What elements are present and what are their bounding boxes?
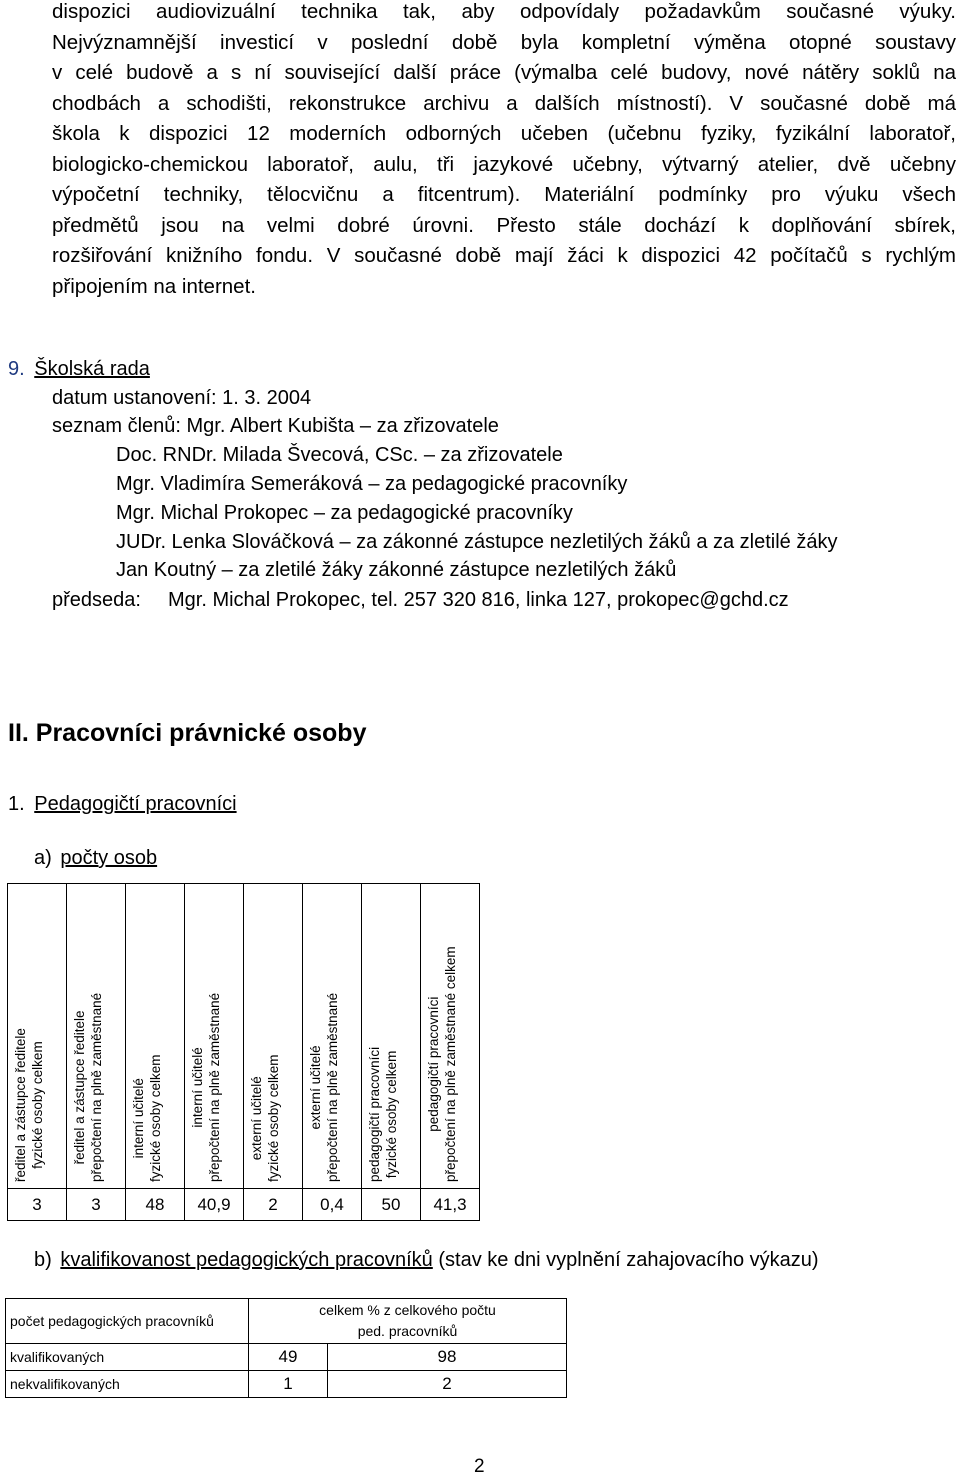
- table-header-cell: počet pedagogických pracovníků: [6, 1299, 249, 1344]
- table-cell: 98: [328, 1344, 567, 1371]
- table-header-row: [8, 884, 480, 1189]
- table-cell: 40,9: [185, 1189, 244, 1221]
- sub-b-suffix: (stav ke dni vyplnění zahajovacího výkazu): [432, 1249, 819, 1271]
- intro-line: výpočetní techniky, tělocvičnu a fitcentrum). Materiální podmínky pro výuku všech: [52, 183, 956, 206]
- section9-number: 9.: [8, 358, 25, 380]
- table-cell: 41,3: [421, 1189, 480, 1221]
- member-item: Mgr. Michal Prokopec – za pedagogické pracovníky: [116, 502, 573, 524]
- table-header-cell: ředitel a zástupce ředitele přepočtení na plně zaměstnané: [67, 884, 126, 1189]
- sub1-heading: [8, 792, 237, 816]
- chair-value: Mgr. Michal Prokopec, tel. 257 320 816, linka 127, prokopec@gchd.cz: [168, 589, 789, 611]
- table-cell: nekvalifikovaných: [6, 1371, 249, 1398]
- member-item: Jan Koutný – za zletilé žáky zákonné zástupce nezletilých žáků: [116, 559, 677, 581]
- staff-count-table: [7, 883, 480, 1221]
- sub-b-heading: [34, 1248, 819, 1272]
- table-cell: 48: [126, 1189, 185, 1221]
- sub-a-prefix: a): [34, 847, 52, 869]
- table-header-cell: externí učitelé fyzické osoby celkem: [244, 884, 303, 1189]
- table-row: [6, 1344, 567, 1371]
- table-header-cell: interní učitelé přepočtení na plně zaměstnané: [185, 884, 244, 1189]
- chair-label: předseda:: [52, 589, 141, 611]
- intro-line: dispozici audiovizuální technika tak, aby odpovídaly požadavkům současné výuky.: [52, 0, 956, 23]
- intro-line: v celé budově a s ní související další práce (výmalba celé budovy, nové nátěry soklů na: [52, 61, 956, 84]
- intro-line: škola k dispozici 12 moderních odborných učeben (učebnu fyziky, fyzikální laboratoř,: [52, 122, 956, 145]
- header-right-line-2: ped. pracovníků: [357, 1323, 458, 1339]
- intro-line: připojením na internet.: [52, 274, 256, 298]
- table-row: [6, 1371, 567, 1398]
- intro-line: předmětů jsou na velmi dobré úrovni. Přesto stále dochází k doplňování sbírek,: [52, 213, 956, 237]
- table-header-cell: [249, 1299, 567, 1344]
- table-header-cell: interní učitelé fyzické osoby celkem: [126, 884, 185, 1189]
- member-item: Mgr. Vladimíra Semeráková – za pedagogické pracovníky: [116, 473, 628, 495]
- sub1-title: Pedagogičtí pracovníci: [34, 793, 237, 815]
- table-cell: 0,4: [303, 1189, 362, 1221]
- table-cell: 1: [249, 1371, 328, 1398]
- table-cell: 2: [244, 1189, 303, 1221]
- table-header-cell: ředitel a zástupce ředitele fyzické osoby celkem: [8, 884, 67, 1189]
- table-cell: 49: [249, 1344, 328, 1371]
- intro-paragraph: [52, 0, 956, 302]
- sub-a-title: počty osob: [60, 847, 158, 869]
- sub-b-prefix: b): [34, 1249, 52, 1271]
- sub-a-heading: [34, 846, 157, 870]
- table-header-cell: pedagogičtí pracovníci fyzické osoby celkem: [362, 884, 421, 1189]
- member-item: Doc. RNDr. Milada Švecová, CSc. – za zřizovatele: [116, 444, 563, 466]
- intro-line: chodbách a schodišti, rekonstrukce archivu a dalších místností). V současné době má: [52, 91, 956, 115]
- table-cell: 3: [67, 1189, 126, 1221]
- table-row: [8, 1189, 480, 1221]
- table-header-cell: pedagogičtí pracovníci přepočtení na plně zaměstnané celkem: [421, 884, 480, 1189]
- members-label: seznam členů: Mgr. Albert Kubišta – za zřizovatele: [52, 415, 499, 437]
- established-date: datum ustanovení: 1. 3. 2004: [52, 387, 312, 409]
- page-number: 2: [474, 1456, 485, 1477]
- sub1-number: 1.: [8, 793, 25, 815]
- part2-heading: II. Pracovníci právnické osoby: [8, 719, 367, 747]
- member-item: JUDr. Lenka Slováčková – za zákonné zástupce nezletilých žáků a za zletilé žáky: [116, 531, 838, 553]
- header-right-line-1: celkem % z celkového počtu: [319, 1302, 496, 1318]
- table-cell: 2: [328, 1371, 567, 1398]
- table-cell: 50: [362, 1189, 421, 1221]
- qualification-table: [5, 1298, 567, 1398]
- table-header-row: [6, 1299, 567, 1344]
- intro-line: Nejvýznamnější investicí v poslední době byla kompletní výměna otopné soustavy: [52, 30, 956, 54]
- intro-line: rozšiřování knižního fondu. V současné době mají žáci k dispozici 42 počítačů s rychlým: [52, 244, 956, 267]
- table-cell: 3: [8, 1189, 67, 1221]
- intro-line: biologicko-chemickou laboratoř, aulu, tři jazykové učebny, výtvarný atelier, dvě učebny: [52, 152, 956, 176]
- table-cell: kvalifikovaných: [6, 1344, 249, 1371]
- table-header-cell: externí učitelé přepočtení na plně zaměstnané: [303, 884, 362, 1189]
- section9-heading: [8, 357, 150, 381]
- section9-title: Školská rada: [34, 358, 150, 380]
- sub-b-title: kvalifikovanost pedagogických pracovníků: [60, 1249, 433, 1271]
